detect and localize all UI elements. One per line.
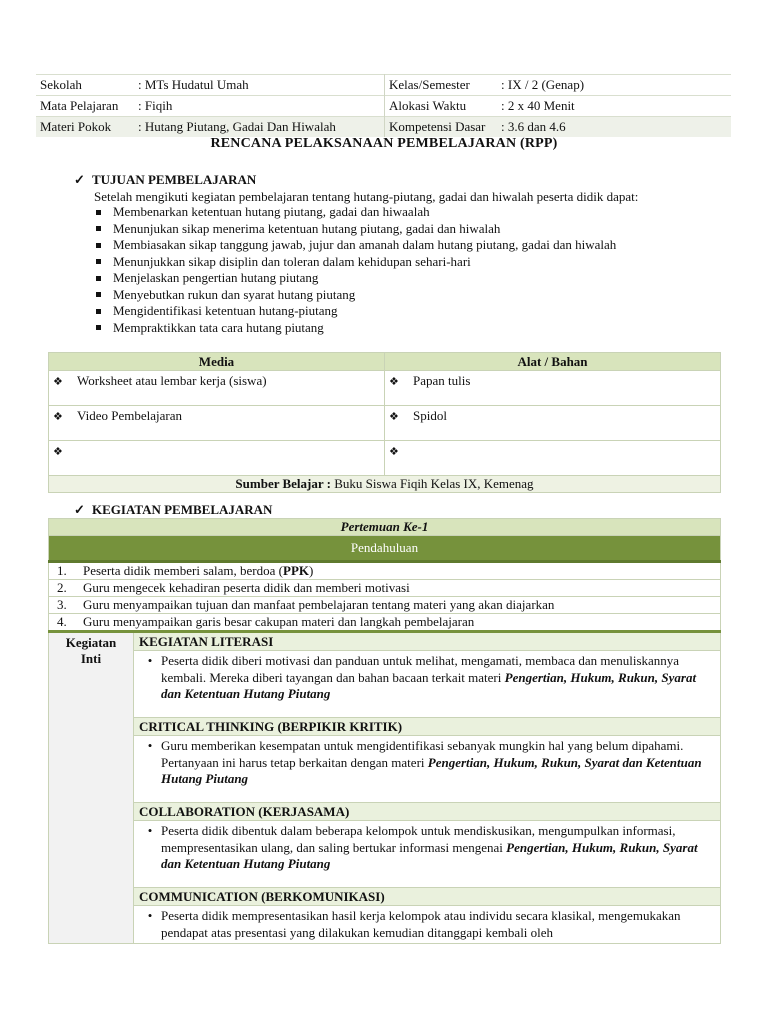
section-title-communication: COMMUNICATION (BERKOMUNIKASI) xyxy=(134,888,721,906)
row-number: 1. xyxy=(57,563,67,578)
table-row xyxy=(49,614,721,632)
tujuan-heading-text: TUJUAN PEMBELAJARAN xyxy=(92,172,257,187)
list-item xyxy=(94,303,616,320)
row-number: 2. xyxy=(57,580,67,595)
kegiatan-heading-text: KEGIATAN PEMBELAJARAN xyxy=(92,502,273,517)
section-emphasis: Pengertian, Hukum, Rukun, Syarat dan Ketentuan Hutang Piutang xyxy=(161,669,697,701)
inti-label-line1: Kegiatan xyxy=(65,635,117,650)
media-cell xyxy=(49,441,385,476)
section-text: Guru memberikan kesempatan untuk mengidentifikasi sebanyak mungkin hal yang belum dipahami. Pertanyaan ini harus tetap berkaitan dengan materi xyxy=(161,738,684,770)
pendahuluan-band: Pendahuluan xyxy=(49,536,721,562)
row-text: Guru menyampaikan garis besar cakupan materi dan langkah pembelajaran xyxy=(83,614,475,629)
checkmark-icon: ✓ xyxy=(74,172,85,187)
section-title-critical-thinking: CRITICAL THINKING (BERPIKIR KRITIK) xyxy=(134,718,721,736)
sekolah-value: : MTs Hudatul Umah xyxy=(138,77,249,92)
mapel-label: Mata Pelajaran xyxy=(40,98,119,113)
alat-header: Alat / Bahan xyxy=(385,353,721,371)
media-item: Worksheet atau lembar kerja (siswa) xyxy=(77,373,267,388)
kegiatan-table xyxy=(48,518,721,944)
inti-label-line2: Inti xyxy=(80,651,102,666)
row-text: Guru mengecek kehadiran peserta didik dan memberi motivasi xyxy=(83,580,410,595)
list-item-text: Menunjukkan sikap disiplin dan toleran dalam kehidupan sehari-hari xyxy=(113,253,471,269)
materi-label: Materi Pokok xyxy=(36,117,134,138)
mapel-value: : Fiqih xyxy=(138,98,173,113)
square-bullet-icon xyxy=(96,309,101,314)
list-item xyxy=(94,287,616,304)
list-item xyxy=(94,221,616,238)
list-item-text: Membenarkan ketentuan hutang piutang, gadai dan hiwaalah xyxy=(113,204,430,219)
sumber-label: Sumber Belajar : xyxy=(235,476,331,491)
square-bullet-icon xyxy=(96,210,101,215)
list-item-text: Mempraktikkan tata cara hutang piutang xyxy=(113,319,324,335)
list-item xyxy=(94,320,616,337)
square-bullet-icon xyxy=(96,292,101,297)
bullet-icon: • xyxy=(147,908,153,923)
square-bullet-icon xyxy=(96,276,101,281)
diamond-bullet-icon: ❖ xyxy=(389,376,399,388)
alat-item: Spidol xyxy=(413,408,447,423)
section-title-collaboration: COLLABORATION (KERJASAMA) xyxy=(134,803,721,821)
kd-value: : 3.6 dan 4.6 xyxy=(497,117,731,138)
list-item xyxy=(94,204,616,221)
materi-value: : Hutang Piutang, Gadai Dan Hiwalah xyxy=(134,117,385,138)
row-number: 4. xyxy=(57,614,67,629)
section-emphasis: Pengertian, Hukum, Rukun, Syarat dan Ketentuan Hutang Piutang xyxy=(161,754,702,786)
bullet-icon: • xyxy=(147,823,153,838)
list-item-text: Menjelaskan pengertian hutang piutang xyxy=(113,270,319,285)
alat-item: Papan tulis xyxy=(413,373,471,388)
list-item-text: Mengidentifikasi ketentuan hutang-piutang xyxy=(113,303,338,318)
section-emphasis: Pengertian, Hukum, Rukun, Syarat dan Ketentuan Hutang Piutang xyxy=(161,839,698,871)
kegiatan-inti-label xyxy=(49,632,134,944)
sekolah-label: Sekolah xyxy=(40,77,82,92)
sumber-value: Buku Siswa Fiqih Kelas IX, Kemenag xyxy=(331,476,534,491)
alokasi-value: : 2 x 40 Menit xyxy=(501,98,575,113)
row-text: Guru menyampaikan tujuan dan manfaat pembelajaran tentang materi yang akan diajarkan xyxy=(83,597,555,612)
square-bullet-icon xyxy=(96,325,101,330)
kelas-label: Kelas/Semester xyxy=(385,75,498,96)
alat-cell xyxy=(385,406,721,441)
diamond-bullet-icon: ❖ xyxy=(53,446,63,458)
document-title: RENCANA PELAKSANAAN PEMBELAJARAN (RPP) xyxy=(210,136,558,151)
diamond-bullet-icon: ❖ xyxy=(389,411,399,423)
row-text: Peserta didik memberi salam, berdoa ( xyxy=(83,563,283,578)
list-item-text: Menyebutkan rukun dan syarat hutang piutang xyxy=(113,286,356,302)
sumber-belajar xyxy=(49,476,721,493)
diamond-bullet-icon: ❖ xyxy=(53,411,63,423)
list-item xyxy=(94,270,616,287)
alat-cell xyxy=(385,371,721,406)
list-item-text: Menunjukan sikap menerima ketentuan hutang piutang, gadai dan hiwalah xyxy=(113,220,501,236)
section-body-collaboration xyxy=(134,821,721,888)
section-text: Peserta didik dibentuk dalam beberapa kelompok untuk mendiskusikan, mengumpulkan informasi, mempresentasikan ulang, dan saling bertukar informasi mengenai xyxy=(161,823,676,855)
kelas-value: : IX / 2 (Genap) xyxy=(501,77,585,92)
media-header: Media xyxy=(49,353,385,371)
tujuan-intro: Setelah mengikuti kegiatan pembelajaran tentang hutang-piutang, gadai dan hiwalah peserta didik dapat: xyxy=(94,189,639,204)
table-row xyxy=(49,597,721,614)
checkmark-icon: ✓ xyxy=(74,502,85,517)
media-cell xyxy=(49,406,385,441)
kd-label: Kompetensi Dasar xyxy=(385,117,498,138)
list-item-text: Membiasakan sikap tanggung jawab, jujur dan amanah dalam hutang piutang, gadai dan hiwalah xyxy=(113,237,617,252)
square-bullet-icon xyxy=(96,259,101,264)
square-bullet-icon xyxy=(96,243,101,248)
alokasi-label: Alokasi Waktu xyxy=(385,96,498,117)
media-item: Video Pembelajaran xyxy=(77,408,182,423)
table-row xyxy=(49,580,721,597)
pertemuan-header: Pertemuan Ke-1 xyxy=(49,519,721,536)
row-number: 3. xyxy=(57,597,67,612)
row-bold-text: PPK xyxy=(283,563,309,578)
tujuan-heading xyxy=(74,172,256,188)
section-body-communication xyxy=(134,906,721,944)
list-item xyxy=(94,254,616,271)
section-body-critical-thinking xyxy=(134,736,721,803)
media-cell xyxy=(49,371,385,406)
table-row xyxy=(49,562,721,580)
diamond-bullet-icon: ❖ xyxy=(389,446,399,458)
tujuan-list xyxy=(94,204,616,336)
alat-cell xyxy=(385,441,721,476)
bullet-icon: • xyxy=(147,738,153,753)
square-bullet-icon xyxy=(96,226,101,231)
section-title-literasi: KEGIATAN LITERASI xyxy=(134,632,721,651)
list-item xyxy=(94,237,616,254)
diamond-bullet-icon: ❖ xyxy=(53,376,63,388)
kegiatan-heading xyxy=(74,502,272,518)
row-tail-text: ) xyxy=(309,563,314,578)
section-text: Peserta didik diberi motivasi dan panduan untuk melihat, mengamati, membaca dan menuliskannya kembali. Mereka diberi tayangan dan bahan bacaan terkait materi xyxy=(161,653,680,685)
section-text: Peserta didik mempresentasikan hasil kerja kelompok atau individu secara klasikal, mengemukakan pendapat atas presentasi yang dilakukan kemudian ditanggapi kembali oleh xyxy=(161,908,681,940)
identity-table xyxy=(36,74,731,137)
bullet-icon: • xyxy=(147,653,153,668)
section-body-literasi xyxy=(134,651,721,718)
media-table xyxy=(48,352,721,493)
